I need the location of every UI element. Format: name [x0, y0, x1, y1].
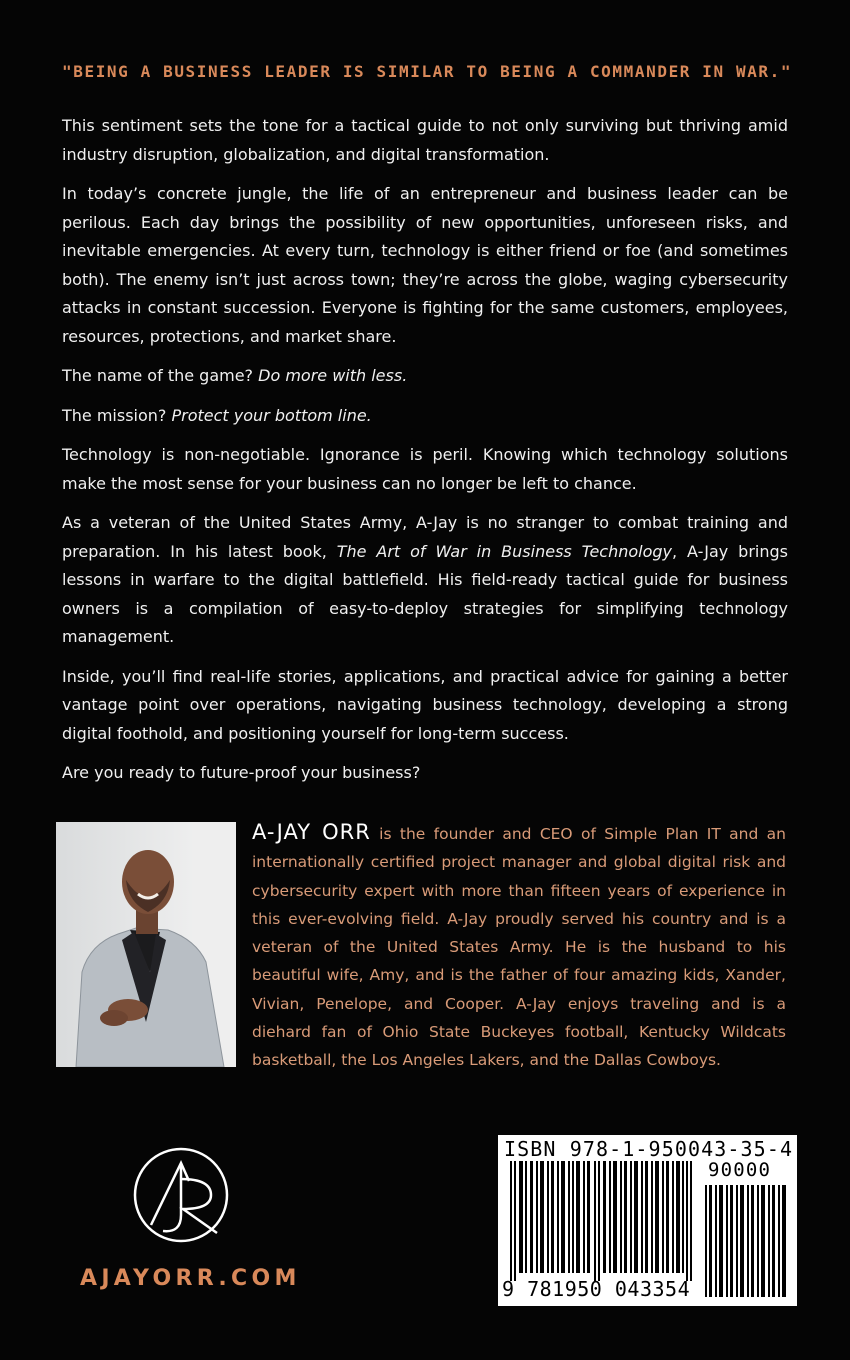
paragraph-jungle: In today’s concrete jungle, the life of an entrepreneur and business leader can be perilous. Each day brings the possibility of new opportunities, unforeseen risks, and inevitable emergencies. At every turn, technology is either friend or foe (and sometimes both). The enemy isn’t just across town; they’re across the globe, waging cybersecurity attacks in constant succession. Everyone is fighting for the same customers, employees, resources, protections, and market share.: [62, 184, 788, 346]
aj-monogram-logo-icon: [131, 1145, 231, 1245]
mission-emphasis: Protect your bottom line.: [171, 405, 372, 425]
paragraph-veteran: [62, 509, 788, 652]
paragraph-inside: Inside, you’ll find real-life stories, applications, and practical advice for gaining a better vantage point over operations, navigating business technology, developing a strong digital foothold, and positioning yourself for long-term success.: [62, 666, 788, 743]
isbn-number: ISBN 978-1-950043-35-4: [504, 1137, 794, 1161]
website-url[interactable]: AJAYORR.COM: [80, 1266, 301, 1291]
price-barcode-bars: [705, 1185, 791, 1297]
author-name: A-JAY ORR: [252, 820, 371, 844]
ean-digits: 9 781950 043354: [502, 1277, 691, 1301]
paragraph-mission: [62, 402, 788, 431]
isbn-barcode: [498, 1135, 797, 1306]
game-emphasis: Do more with less.: [258, 366, 408, 385]
description-body: [62, 112, 788, 799]
paragraph-closing: Are you ready to future-proof your business?: [62, 763, 421, 782]
paragraph-technology: Technology is non-negotiable. Ignorance is peril. Knowing which technology solutions make the most sense for your business can no longer be left to chance.: [62, 445, 788, 493]
author-photo: [56, 822, 236, 1067]
author-bio-text: is the founder and CEO of Simple Plan IT and an internationally certified project manager and global digital risk and cybersecurity expert with more than fifteen years of experience in this ever-evolving field. A-Jay proudly served his country and is a veteran of the United States Army. He is the husband to his beautiful wife, Amy, and is the father of four amazing kids, Xander, Vivian, Penelope, and Cooper. A-Jay enjoys traveling and is a diehard fan of Ohio State Buckeyes football, Kentucky Wildcats basketball, the Los Angeles Lakers, and the Dallas Cowboys.: [252, 825, 786, 1070]
paragraph-intro: This sentiment sets the tone for a tactical guide to not only surviving but thriving amid industry disruption, globalization, and digital transformation.: [62, 116, 788, 164]
game-lead: The name of the game?: [62, 366, 259, 385]
paragraph-game: [62, 362, 788, 391]
price-code: 90000: [708, 1159, 772, 1181]
barcode-bars: [510, 1161, 700, 1281]
author-bio: [252, 818, 786, 1075]
book-title: The Art of War in Business Technology: [336, 541, 673, 561]
veteran-lead: As a veteran of the United States Army, A-Jay is no stranger to combat training and preparation. In his latest book,: [62, 513, 788, 561]
mission-lead: The mission?: [62, 405, 172, 425]
veteran-rest: , A-Jay brings lessons in warfare to the digital battlefield. His field-ready tactical guide for business owners is a compilation of easy-to-deploy strategies for simplifying technology management.: [62, 541, 788, 646]
headline-quote: "BEING A BUSINESS LEADER IS SIMILAR TO BEING A COMMANDER IN WAR.": [62, 62, 793, 81]
